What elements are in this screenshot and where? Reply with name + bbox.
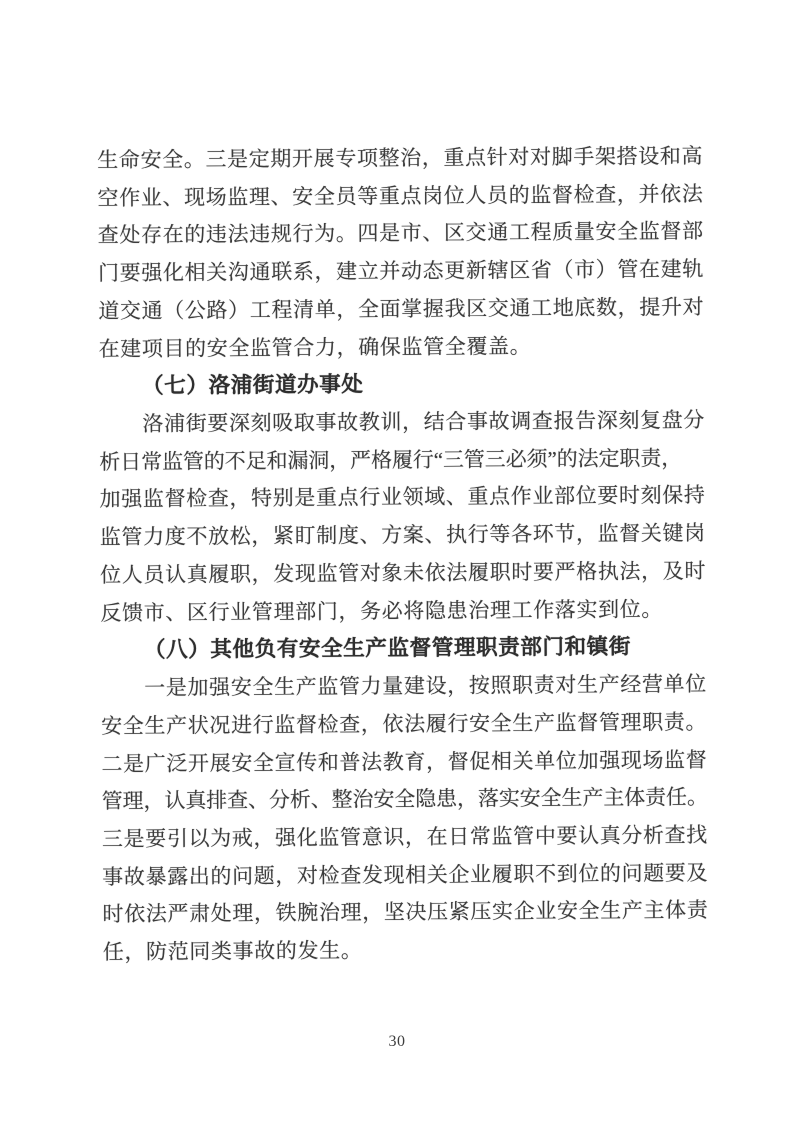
text-line: 查处存在的违法违规行为。四是市、区交通工程质量安全监督部 [97,219,704,248]
page-number: 30 [388,1033,406,1050]
text-line: 生命安全。三是定期开展专项整治，重点针对对脚手架搭设和高 [97,143,704,173]
section-heading: （七）洛浦街道办事处 [142,372,364,399]
text-line: 事故暴露出的问题，对检查发现相关企业履职不到位的问题要及 [102,860,709,889]
text-line: 三是要引以为戒，强化监管意识，在日常监管中要认真分析查找 [101,822,708,852]
text-line: 加强监督检查，特别是重点行业领域、重点作业部位要时刻保持 [99,483,706,512]
text-line: 监管力度不放松，紧盯制度、方案、执行等各环节，监督关键岗 [99,521,706,550]
text-line: 在建项目的安全监管合力，确保监管全覆盖。 [98,333,532,361]
text-line: 门要强化相关沟通联系，建立并动态更新辖区省（市）管在建轨 [97,257,705,286]
text-line: 二是广泛开展安全宣传和普法教育，督促相关单位加强现场监督 [101,747,708,776]
text-line: 析日常监管的不足和漏洞，严格履行“三管三必须”的法定职责， [99,445,683,474]
text-line: 洛浦街要深刻吸取事故教训，结合事故调查报告深刻复盘分 [142,407,706,436]
text-line: 位人员认真履职，发现监管对象未依法履职时要严格执法，及时 [100,558,707,588]
text-line: 一是加强安全生产监管力量建设，按照职责对生产经营单位 [144,671,707,700]
text-line: 安全生产状况进行监督检查，依法履行安全生产监督管理职责。 [101,709,708,738]
document-text-block [97,138,710,972]
text-line: 空作业、现场监理、安全员等重点岗位人员的监督检查，并依法 [97,181,704,210]
text-line: 反馈市、区行业管理部门，务必将隐患治理工作落实到位。 [100,596,664,625]
text-line: 道交通（公路）工程清单，全面掌握我区交通工地底数，提升对 [98,294,705,323]
text-line: 任，防范同类事故的发生。 [102,938,363,965]
text-line: 时依法严肃处理，铁腕治理，坚决压紧压实企业安全生产主体责 [102,898,709,927]
text-line: 管理，认真排查、分析、整治安全隐患，落实安全生产主体责任。 [101,785,708,814]
section-heading: （八）其他负有安全生产监督管理职责部门和镇街 [143,634,632,663]
